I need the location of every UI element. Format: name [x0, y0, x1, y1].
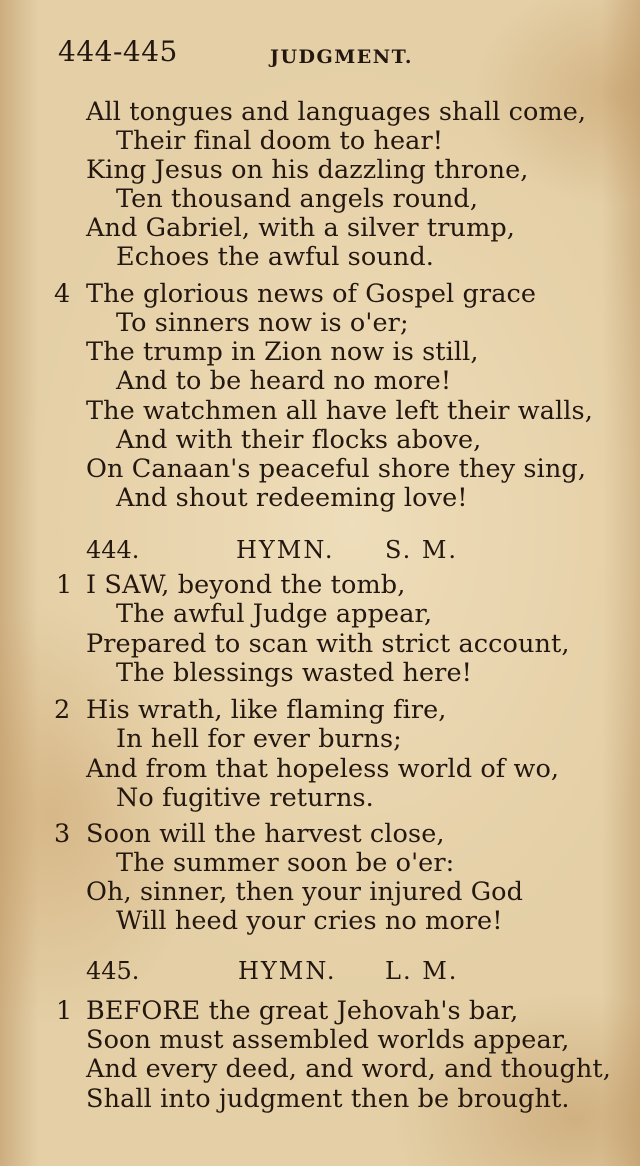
page-numbers: 444-445 [58, 35, 178, 68]
verse-line: Echoes the awful sound. [116, 242, 434, 272]
stanza-number: 1 [56, 996, 73, 1026]
verse-line: And shout redeeming love! [116, 483, 468, 513]
verse-line: Prepared to scan with strict account, [86, 629, 570, 659]
verse-line: The trump in Zion now is still, [86, 337, 479, 367]
verse-line: And with their flocks above, [116, 425, 482, 455]
verse-line: Soon will the harvest close, [86, 819, 445, 849]
verse-line: The blessings wasted here! [116, 658, 472, 688]
page-title: JUDGMENT. [270, 46, 413, 68]
hymn-number: 444. [86, 536, 140, 564]
verse-line: Their final doom to hear! [116, 126, 444, 156]
verse-line: To sinners now is o'er; [116, 308, 409, 338]
verse-line: On Canaan's peaceful shore they sing, [86, 454, 587, 484]
verse-line: The awful Judge appear, [116, 599, 433, 629]
verse-line: Will heed your cries no more! [116, 906, 503, 936]
verse-line: And every deed, and word, and thought, [86, 1054, 611, 1084]
verse-line: In hell for ever burns; [116, 724, 402, 754]
verse-line: And Gabriel, with a silver trump, [86, 213, 515, 243]
verse-line: I SAW, beyond the tomb, [86, 570, 406, 600]
verse-line: His wrath, like flaming fire, [86, 695, 447, 725]
verse-line: No fugitive returns. [116, 783, 374, 813]
hymn-heading: HYMN. [238, 957, 337, 985]
verse-line: BEFORE the great Jehovah's bar, [86, 996, 519, 1026]
stanza-number: 4 [54, 279, 71, 309]
hymn-meter: S. M. [385, 536, 459, 564]
verse-line: The glorious news of Gospel grace [86, 279, 537, 309]
verse-line: Oh, sinner, then your injured God [86, 877, 524, 907]
verse-line: Ten thousand angels round, [116, 184, 479, 214]
verse-line: Shall into judgment then be brought. [86, 1084, 570, 1114]
stanza-number: 2 [54, 695, 71, 725]
verse-line: And from that hopeless world of wo, [86, 754, 560, 784]
verse-line: The watchmen all have left their walls, [86, 396, 593, 426]
verse-line: The summer soon be o'er: [116, 848, 455, 878]
stanza-number: 3 [54, 819, 71, 849]
stanza-number: 1 [56, 570, 73, 600]
hymn-number: 445. [86, 957, 140, 985]
verse-line: And to be heard no more! [116, 366, 452, 396]
verse-line: All tongues and languages shall come, [86, 97, 587, 127]
hymn-meter: L. M. [385, 957, 459, 985]
verse-line: Soon must assembled worlds appear, [86, 1025, 570, 1055]
hymn-heading: HYMN. [236, 536, 335, 564]
verse-line: King Jesus on his dazzling throne, [86, 155, 529, 185]
